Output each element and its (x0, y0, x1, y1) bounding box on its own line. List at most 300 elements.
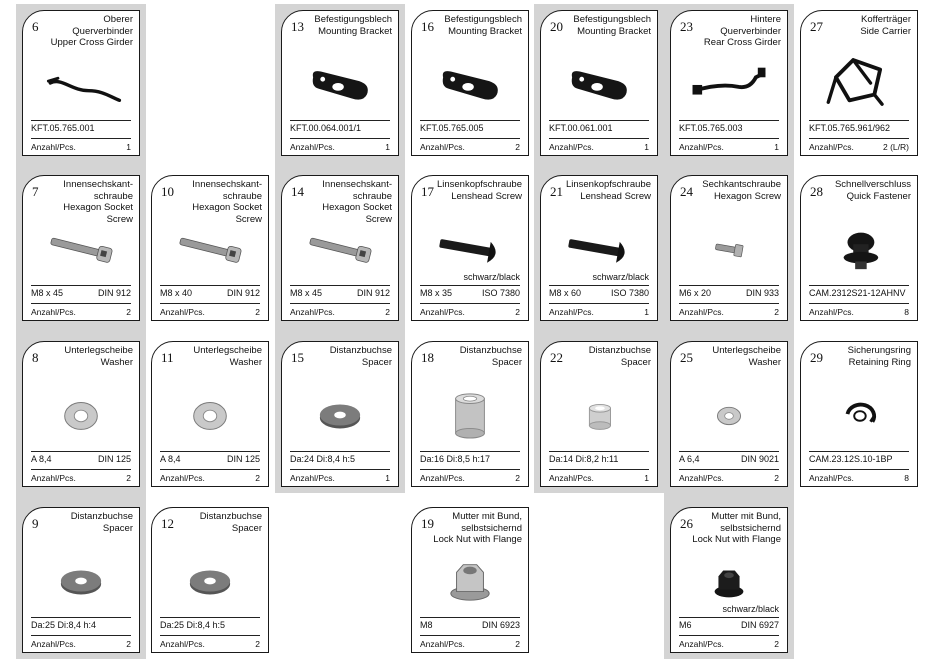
part-title-line: Mounting Bracket (577, 25, 651, 37)
retaining-ring-icon (811, 378, 907, 452)
quantity-value: 2 (L/R) (883, 142, 909, 152)
part-image (292, 47, 388, 121)
part-card-11 (151, 341, 269, 487)
divider (31, 635, 131, 636)
part-number: 10 (161, 184, 174, 199)
part-card-23 (670, 10, 788, 156)
side-carrier-icon (811, 47, 907, 121)
part-note: schwarz/black (463, 272, 520, 282)
part-quantity (549, 307, 649, 317)
part-title-line: Sicherungsring (847, 345, 911, 356)
part-title-line: Hexagon Socket Screw (192, 202, 262, 225)
part-title-line: Quick Fastener (846, 190, 911, 202)
part-number: 27 (810, 19, 823, 34)
part-spec (679, 454, 779, 464)
part-spec (549, 123, 649, 133)
part-spec (31, 454, 131, 464)
part-title-line: Hexagon Socket Screw (63, 202, 133, 225)
divider (31, 451, 131, 452)
spec-left: M8 x 45 (290, 288, 323, 298)
part-title-line: Befestigungsblech (444, 14, 522, 25)
part-quantity (160, 639, 260, 649)
part-quantity (290, 142, 390, 152)
divider (809, 451, 909, 452)
divider (31, 138, 131, 139)
part-spec (290, 288, 390, 298)
part-spec (809, 454, 909, 464)
part-spec (679, 288, 779, 298)
quantity-value: 8 (904, 473, 909, 483)
quantity-value: 2 (255, 473, 260, 483)
part-spec (809, 123, 909, 133)
part-title (172, 345, 262, 368)
spec-left: KFT.05.765.005 (420, 123, 484, 133)
divider (160, 303, 260, 304)
part-card-29 (800, 341, 918, 487)
quantity-label: Anzahl/Pcs. (290, 473, 335, 483)
socket-screw-icon (292, 212, 388, 286)
divider (420, 635, 520, 636)
divider (160, 617, 260, 618)
part-title-line: Innensechskant- (322, 179, 392, 190)
part-title-line: Innensechskant- (63, 179, 133, 190)
part-card-28 (800, 175, 918, 321)
flat-spacer-icon (33, 544, 129, 618)
part-title-line: Kofferträger (861, 14, 911, 25)
divider (31, 120, 131, 121)
spec-left: A 6,4 (679, 454, 700, 464)
part-title (691, 511, 781, 546)
part-image (681, 212, 777, 286)
divider (809, 303, 909, 304)
spec-right: DIN 912 (356, 288, 390, 298)
part-image (422, 544, 518, 618)
part-image (811, 212, 907, 286)
part-number: 7 (32, 184, 39, 199)
part-spec (420, 123, 520, 133)
part-title-line: Washer (100, 356, 133, 368)
flange-nut-icon (422, 544, 518, 618)
quantity-value: 2 (515, 307, 520, 317)
spec-left: Da:25 Di:8,4 h:5 (160, 620, 226, 630)
divider (160, 285, 260, 286)
quantity-label: Anzahl/Pcs. (160, 473, 205, 483)
divider (549, 120, 649, 121)
part-title-line: Hexagon Socket Screw (322, 202, 392, 225)
spec-left: M8 x 40 (160, 288, 193, 298)
spec-right: DIN 912 (226, 288, 260, 298)
part-spec (160, 288, 260, 298)
part-image (811, 47, 907, 121)
small-washer-icon (681, 378, 777, 452)
part-card-13 (281, 10, 399, 156)
divider (420, 617, 520, 618)
divider (679, 451, 779, 452)
spec-left: CAM.23.12S.10-1BP (809, 454, 893, 464)
divider (31, 617, 131, 618)
part-card-18 (411, 341, 529, 487)
spec-left: M8 x 35 (420, 288, 453, 298)
quantity-value: 1 (126, 142, 131, 152)
part-number: 20 (550, 19, 563, 34)
part-title-line: schraube (222, 190, 262, 202)
spec-left: M8 (420, 620, 433, 630)
part-image (681, 47, 777, 121)
part-quantity (31, 307, 131, 317)
divider (679, 303, 779, 304)
part-title-line: Rear Cross Girder (703, 37, 781, 48)
flat-spacer-icon (292, 378, 388, 452)
spec-right: DIN 933 (745, 288, 779, 298)
spec-left: Da:24 Di:8,4 h:5 (290, 454, 356, 464)
part-card-8 (22, 341, 140, 487)
divider (679, 285, 779, 286)
spec-left: KFT.00.064.001/1 (290, 123, 362, 133)
quantity-label: Anzahl/Pcs. (809, 473, 854, 483)
spec-left: Da:25 Di:8,4 h:4 (31, 620, 97, 630)
divider (420, 120, 520, 121)
quick-fastener-icon (811, 212, 907, 286)
part-title-line: selbstsichernd (461, 522, 522, 534)
part-title-line: Mounting Bracket (448, 25, 522, 37)
quantity-label: Anzahl/Pcs. (549, 473, 594, 483)
part-title (432, 345, 522, 368)
part-title (43, 345, 133, 368)
part-title-line: Befestigungsblech (314, 14, 392, 25)
quantity-label: Anzahl/Pcs. (549, 142, 594, 152)
spec-right: DIN 6927 (740, 620, 779, 630)
part-number: 23 (680, 19, 693, 34)
quantity-label: Anzahl/Pcs. (549, 307, 594, 317)
divider (549, 285, 649, 286)
flat-spacer-icon (162, 544, 258, 618)
part-title (43, 14, 133, 49)
divider (420, 469, 520, 470)
divider (290, 138, 390, 139)
hex-screw-icon (681, 212, 777, 286)
part-title (691, 14, 781, 49)
part-title-line: Spacer (231, 522, 262, 534)
part-number: 12 (161, 516, 174, 531)
quantity-label: Anzahl/Pcs. (290, 307, 335, 317)
part-title-line: Upper Cross Girder (50, 37, 133, 48)
part-card-12 (151, 507, 269, 653)
part-image (162, 544, 258, 618)
part-card-9 (22, 507, 140, 653)
part-quantity (31, 142, 131, 152)
quantity-value: 2 (515, 142, 520, 152)
part-title (43, 511, 133, 534)
part-image (33, 544, 129, 618)
washer-icon (33, 378, 129, 452)
part-title-line: Side Carrier (860, 25, 911, 37)
part-title-line: Hintere Querverbinder (720, 14, 781, 37)
mounting-bracket-icon (551, 47, 647, 121)
part-quantity (420, 473, 520, 483)
part-title-line: Distanzbuchse (588, 345, 651, 356)
part-card-22 (540, 341, 658, 487)
part-title (432, 511, 522, 546)
quantity-value: 1 (385, 473, 390, 483)
quantity-value: 1 (644, 142, 649, 152)
part-title-line: Spacer (361, 356, 392, 368)
part-quantity (160, 473, 260, 483)
quantity-label: Anzahl/Pcs. (31, 307, 76, 317)
mounting-bracket-icon (422, 47, 518, 121)
part-number: 15 (291, 350, 304, 365)
part-number: 22 (550, 350, 563, 365)
quantity-label: Anzahl/Pcs. (420, 307, 465, 317)
divider (290, 120, 390, 121)
washer-icon (162, 378, 258, 452)
part-title-line: Oberer Querverbinder (72, 14, 133, 37)
part-title (561, 179, 651, 202)
part-image (551, 47, 647, 121)
quantity-label: Anzahl/Pcs. (679, 307, 724, 317)
part-title (561, 345, 651, 368)
part-quantity (420, 639, 520, 649)
spec-left: M6 x 20 (679, 288, 712, 298)
part-title-line: Retaining Ring (848, 356, 911, 368)
part-quantity (420, 307, 520, 317)
part-title (561, 14, 651, 37)
part-title-line: Linsenkopfschraube (436, 179, 522, 190)
quantity-label: Anzahl/Pcs. (290, 142, 335, 152)
part-card-25 (670, 341, 788, 487)
divider (809, 469, 909, 470)
quantity-label: Anzahl/Pcs. (679, 142, 724, 152)
part-image (551, 378, 647, 452)
quantity-value: 1 (644, 307, 649, 317)
spec-left: M8 x 45 (31, 288, 64, 298)
part-title-line: Innensechskant- (192, 179, 262, 190)
quantity-label: Anzahl/Pcs. (160, 307, 205, 317)
part-card-6 (22, 10, 140, 156)
spec-left: Da:14 Di:8,2 h:11 (549, 454, 619, 464)
part-title-line: Distanzbuchse (459, 345, 522, 356)
divider (549, 451, 649, 452)
part-title (172, 511, 262, 534)
part-card-27 (800, 10, 918, 156)
part-card-10 (151, 175, 269, 321)
part-quantity (420, 142, 520, 152)
part-quantity (679, 639, 779, 649)
divider (679, 138, 779, 139)
quantity-label: Anzahl/Pcs. (31, 142, 76, 152)
spec-right: DIN 125 (226, 454, 260, 464)
part-title (691, 345, 781, 368)
part-quantity (679, 473, 779, 483)
quantity-label: Anzahl/Pcs. (809, 307, 854, 317)
divider (679, 120, 779, 121)
quantity-value: 2 (255, 307, 260, 317)
part-note: schwarz/black (592, 272, 649, 282)
divider (549, 138, 649, 139)
part-image (422, 378, 518, 452)
spec-left: KFT.05.765.001 (31, 123, 95, 133)
part-image (33, 378, 129, 452)
part-spec (290, 454, 390, 464)
part-quantity (809, 307, 909, 317)
divider (160, 469, 260, 470)
part-number: 9 (32, 516, 39, 531)
part-number: 16 (421, 19, 434, 34)
part-title-line: Mutter mit Bund, (711, 511, 781, 522)
part-number: 11 (161, 350, 174, 365)
part-image (422, 47, 518, 121)
part-quantity (290, 473, 390, 483)
spec-right: DIN 9021 (740, 454, 779, 464)
quantity-label: Anzahl/Pcs. (420, 473, 465, 483)
part-title-line: Unterlegscheibe (64, 345, 133, 356)
part-image (33, 212, 129, 286)
divider (809, 285, 909, 286)
divider (420, 138, 520, 139)
part-spec (549, 288, 649, 298)
part-spec (420, 288, 520, 298)
part-quantity (290, 307, 390, 317)
quantity-value: 2 (126, 473, 131, 483)
part-title (302, 14, 392, 37)
part-note: schwarz/black (722, 604, 779, 614)
cross-girder-icon (33, 47, 129, 121)
part-card-21 (540, 175, 658, 321)
part-number: 8 (32, 350, 39, 365)
spec-left: M6 (679, 620, 692, 630)
part-spec (420, 620, 520, 630)
part-quantity (809, 142, 909, 152)
quantity-value: 2 (385, 307, 390, 317)
part-image (33, 47, 129, 121)
part-title-line: Befestigungsblech (573, 14, 651, 25)
divider (290, 303, 390, 304)
part-title (432, 14, 522, 37)
divider (549, 469, 649, 470)
part-card-24 (670, 175, 788, 321)
spec-right: DIN 6923 (481, 620, 520, 630)
part-spec (679, 123, 779, 133)
part-title-line: Lenshead Screw (580, 190, 651, 202)
part-title-line: Distanzbuchse (329, 345, 392, 356)
part-image (292, 378, 388, 452)
part-quantity (549, 142, 649, 152)
mounting-bracket-icon (292, 47, 388, 121)
part-title-line: selbstsichernd (720, 522, 781, 534)
divider (679, 617, 779, 618)
spec-left: KFT.00.061.001 (549, 123, 613, 133)
part-title-line: Mounting Bracket (318, 25, 392, 37)
part-title-line: Distanzbuchse (199, 511, 262, 522)
spec-right: DIN 912 (97, 288, 131, 298)
spec-left: A 8,4 (160, 454, 181, 464)
part-title-line: Washer (748, 356, 781, 368)
quantity-value: 2 (774, 307, 779, 317)
part-title-line: Unterlegscheibe (193, 345, 262, 356)
part-number: 26 (680, 516, 693, 531)
divider (809, 138, 909, 139)
part-spec (290, 123, 390, 133)
part-title (691, 179, 781, 202)
part-title-line: schraube (93, 190, 133, 202)
spec-left: A 8,4 (31, 454, 52, 464)
part-quantity (31, 639, 131, 649)
part-title-line: Sechkantschraube (702, 179, 781, 190)
spec-left: KFT.05.765.003 (679, 123, 743, 133)
divider (420, 451, 520, 452)
part-card-16 (411, 10, 529, 156)
part-card-17 (411, 175, 529, 321)
spec-left: CAM.2312S21-12AHNV (809, 288, 906, 298)
divider (809, 120, 909, 121)
part-title-line: Washer (229, 356, 262, 368)
part-number: 18 (421, 350, 434, 365)
quantity-label: Anzahl/Pcs. (809, 142, 854, 152)
part-quantity (31, 473, 131, 483)
spec-left: KFT.05.765.961/962 (809, 123, 891, 133)
divider (31, 285, 131, 286)
divider (290, 451, 390, 452)
quantity-value: 1 (644, 473, 649, 483)
part-spec (679, 620, 779, 630)
divider (290, 469, 390, 470)
quantity-value: 2 (126, 639, 131, 649)
part-quantity (679, 307, 779, 317)
divider (290, 285, 390, 286)
part-number: 13 (291, 19, 304, 34)
part-card-14 (281, 175, 399, 321)
part-number: 6 (32, 19, 39, 34)
part-title-line: Mutter mit Bund, (452, 511, 522, 522)
part-number: 14 (291, 184, 304, 199)
part-spec (31, 288, 131, 298)
part-title (432, 179, 522, 202)
part-title-line: Linsenkopfschraube (565, 179, 651, 190)
part-spec (160, 620, 260, 630)
socket-screw-icon (162, 212, 258, 286)
quantity-value: 2 (774, 473, 779, 483)
part-number: 29 (810, 350, 823, 365)
tall-spacer-icon (422, 378, 518, 452)
quantity-label: Anzahl/Pcs. (420, 142, 465, 152)
spec-right: ISO 7380 (481, 288, 520, 298)
part-title-line: Lenshead Screw (451, 190, 522, 202)
part-spec (420, 454, 520, 464)
part-quantity (160, 307, 260, 317)
quantity-value: 2 (515, 473, 520, 483)
part-card-7 (22, 175, 140, 321)
quantity-label: Anzahl/Pcs. (31, 639, 76, 649)
part-title-line: Schnellverschluss (834, 179, 911, 190)
part-card-15 (281, 341, 399, 487)
divider (31, 303, 131, 304)
divider (31, 469, 131, 470)
part-spec (31, 620, 131, 630)
part-image (162, 378, 258, 452)
part-number: 21 (550, 184, 563, 199)
part-number: 25 (680, 350, 693, 365)
spec-right: DIN 125 (97, 454, 131, 464)
divider (160, 451, 260, 452)
quantity-value: 2 (126, 307, 131, 317)
part-title (821, 345, 911, 368)
divider (420, 303, 520, 304)
part-title-line: Spacer (491, 356, 522, 368)
spec-right: ISO 7380 (610, 288, 649, 298)
part-title-line: schraube (352, 190, 392, 202)
divider (160, 635, 260, 636)
quantity-label: Anzahl/Pcs. (160, 639, 205, 649)
divider (549, 303, 649, 304)
